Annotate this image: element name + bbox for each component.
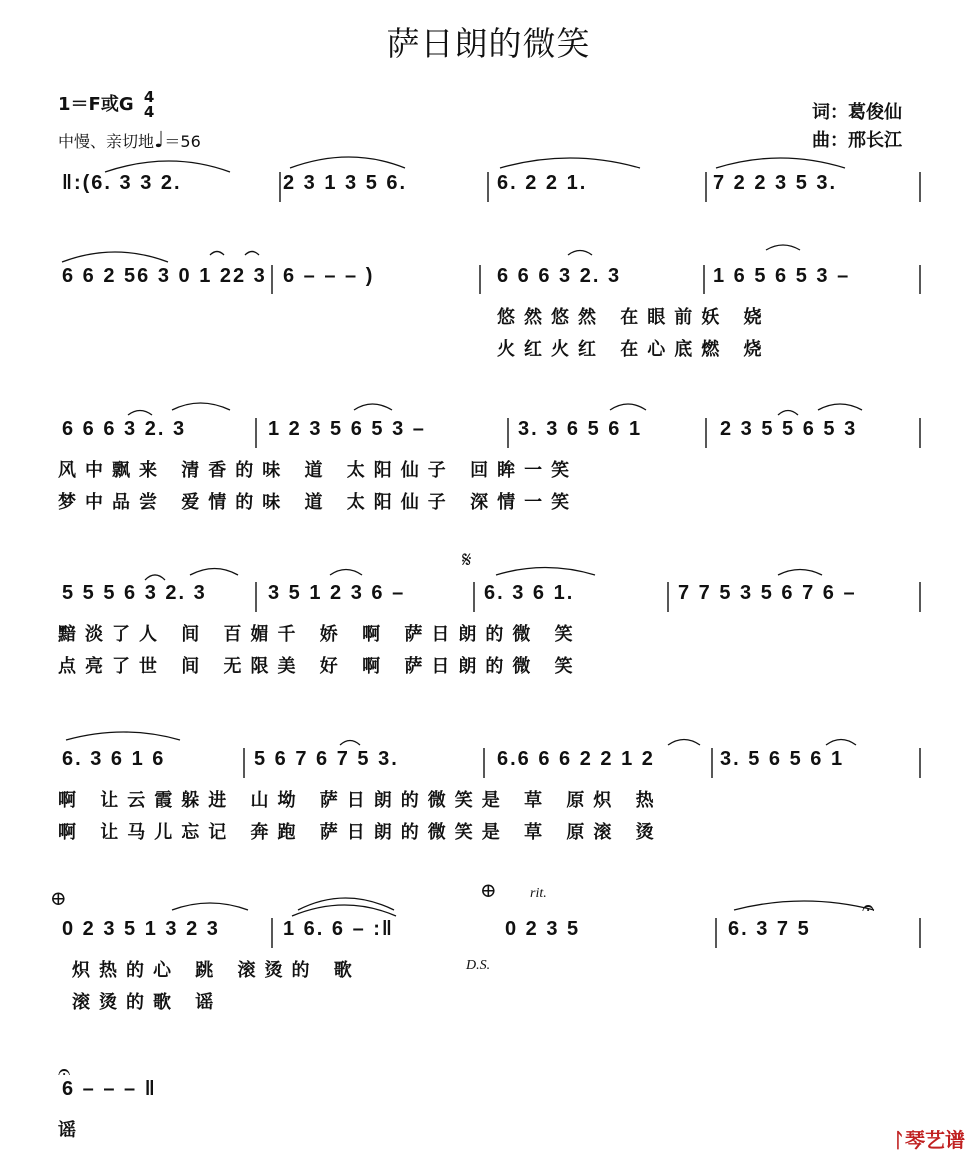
measure-notes: 3. 5 6 5 6 1 xyxy=(720,748,845,770)
measure-notes: 1 6. 6 – :‖ xyxy=(283,918,394,940)
slur xyxy=(668,740,700,746)
fermata-icon: 𝄐 xyxy=(862,896,875,921)
slur xyxy=(826,740,856,746)
rit-mark: rit. xyxy=(530,886,547,901)
slur xyxy=(245,252,259,256)
segno-icon: 𝄋 xyxy=(462,548,472,573)
watermark-logo xyxy=(893,1124,965,1153)
measure-notes: 0 2 3 5 1 3 2 3 xyxy=(62,918,220,940)
measure-notes: 7 2 2 3 5 3. xyxy=(713,172,838,194)
slur xyxy=(330,570,362,576)
slur xyxy=(172,903,248,910)
slur xyxy=(818,404,862,410)
slur xyxy=(778,570,822,576)
tempo-text: 中慢、亲切地 xyxy=(58,132,155,151)
measure-notes: 6 – – – ‖ xyxy=(62,1078,157,1100)
logo-text: 琴艺谱 xyxy=(905,1128,965,1152)
measure-notes: 6 6 2 56 3 0 1 22 3 xyxy=(62,265,267,287)
slur xyxy=(734,901,874,910)
slur xyxy=(290,157,405,168)
slur xyxy=(62,252,168,262)
measure-notes: 6. 3 6 1 6 xyxy=(62,748,166,770)
measure-notes: 1 2 3 5 6 5 3 – xyxy=(268,418,426,440)
composer-credit: 曲：邢长江 xyxy=(812,130,902,151)
measure-notes: 5 6 7 6 7 5 3. xyxy=(254,748,399,770)
lyric-line: 啊 让马儿忘记 奔跑 萨日朗的微笑是 草 原滚 烫 xyxy=(58,822,663,843)
fermata-icon-end: 𝄐 xyxy=(58,1060,71,1085)
measure-notes: 1 6 5 6 5 3 – xyxy=(713,265,851,287)
lyric-line: 梦中品尝 爱情的味 道 太阳仙子 深情一笑 xyxy=(58,492,579,513)
measure-notes: 6. 3 7 5 xyxy=(728,918,811,940)
quarter-note-icon: ♩ xyxy=(154,128,165,153)
coda-icon: ⊕ xyxy=(50,886,67,910)
slur xyxy=(496,568,595,576)
slur xyxy=(190,569,238,576)
measure-notes: 3 5 1 2 3 6 – xyxy=(268,582,406,604)
tempo-mark: ＝56 xyxy=(164,132,201,151)
slur xyxy=(500,158,640,168)
lyric-line: 黯淡了人 间 百媚千 娇 啊 萨日朗的微 笑 xyxy=(58,624,582,645)
lyric-line: 谣 xyxy=(58,1120,85,1141)
measure-notes: ‖:(6. 3 3 2. xyxy=(62,172,182,194)
slur xyxy=(210,252,224,256)
lyric-line: 风中飘来 清香的味 道 太阳仙子 回眸一笑 xyxy=(58,460,579,481)
slur xyxy=(340,741,360,746)
measure-notes: 6 – – – ) xyxy=(283,265,375,287)
lyric-line: 点亮了世 间 无限美 好 啊 萨日朗的微 笑 xyxy=(58,656,582,677)
page-title: 萨日朗的微笑 xyxy=(386,24,591,63)
time-sig-top: 4 xyxy=(143,88,155,106)
lyric-line: 啊 让云霞躲进 山坳 萨日朗的微笑是 草 原炽 热 xyxy=(58,790,663,811)
measure-notes: 6 6 6 3 2. 3 xyxy=(497,265,622,287)
ds-mark: D.S. xyxy=(466,958,491,973)
slur xyxy=(354,404,392,410)
slur xyxy=(145,575,165,580)
slur xyxy=(66,732,180,740)
measure-notes: 0 2 3 5 xyxy=(505,918,581,940)
measure-notes: 2 3 1 3 5 6. xyxy=(283,172,408,194)
measure-notes: 5 5 5 6 3 2. 3 xyxy=(62,582,207,604)
lyric-line: 火红火红 在心底燃 烧 xyxy=(497,339,771,360)
coda-icon-2: ⊕ xyxy=(480,878,497,902)
lyric-line: 悠然悠然 在眼前妖 娆 xyxy=(497,307,771,328)
measure-notes: 6. 3 6 1. xyxy=(484,582,575,604)
lyric-line: 炽热的心 跳 滚烫的 歌 xyxy=(72,960,361,981)
slur xyxy=(766,245,800,250)
key-text: 1＝F或G xyxy=(58,94,134,115)
slur xyxy=(716,158,845,168)
slur xyxy=(298,898,394,910)
lyricist-credit: 词：葛俊仙 xyxy=(812,102,902,123)
measure-notes: 7 7 5 3 5 6 7 6 – xyxy=(678,582,857,604)
measure-notes: 3. 3 6 5 6 1 xyxy=(518,418,643,440)
measure-notes: 6 6 6 3 2. 3 xyxy=(62,418,187,440)
slur xyxy=(105,161,230,172)
lyric-line: 滚烫的歌 谣 xyxy=(72,992,223,1013)
measure-notes: 6.6 6 6 2 2 1 2 xyxy=(497,748,655,770)
time-sig-bottom: 4 xyxy=(143,103,155,121)
slur xyxy=(128,411,152,416)
slur xyxy=(172,403,230,410)
slur xyxy=(610,404,646,410)
measure-notes: 2 3 5 5 6 5 3 xyxy=(720,418,858,440)
slur xyxy=(568,251,592,256)
measure-notes: 6. 2 2 1. xyxy=(497,172,588,194)
slur xyxy=(292,905,396,916)
logo-icon: ᛚ xyxy=(893,1128,905,1152)
slur xyxy=(778,411,798,416)
